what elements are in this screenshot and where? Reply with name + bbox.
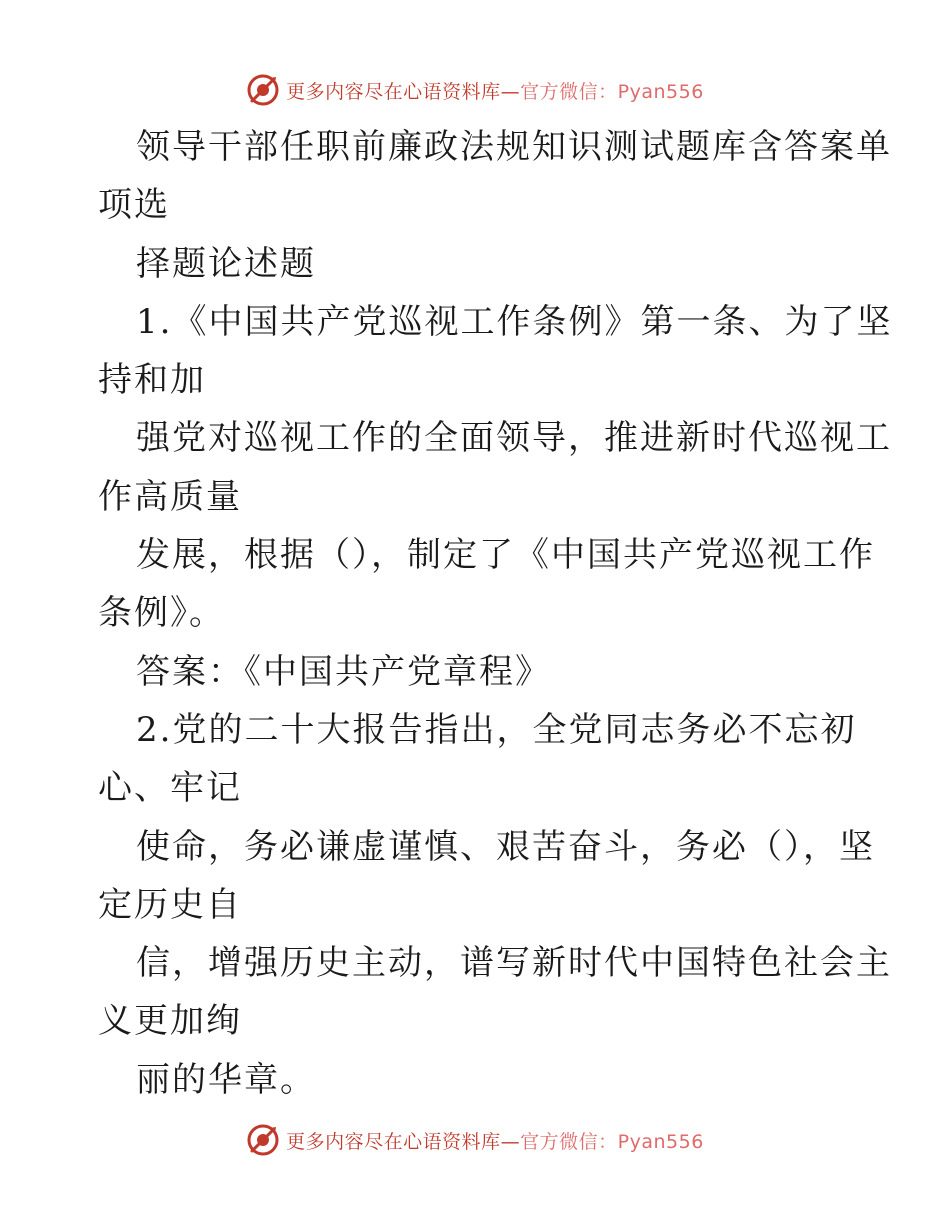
document-body: [98, 118, 893, 1109]
text-line: 发展，根据（），制定了《中国共产党巡视工作: [136, 535, 875, 576]
text-line: 义更加绚: [98, 1001, 242, 1042]
banner-wechat: 官方微信：Pyan556: [520, 80, 704, 103]
banner-text: [286, 77, 704, 104]
text-line: 使命，务必谦虚谨慎、艰苦奋斗，务必（），坚: [136, 826, 875, 867]
text-line: 持和加: [98, 360, 206, 401]
banner-wechat: 官方微信：Pyan556: [520, 1130, 704, 1153]
text-line: 2.党的二十大报告指出，全党同志务必不忘初: [136, 709, 857, 750]
text-line: 1.《中国共产党巡视工作条例》第一条、为了坚: [136, 301, 893, 342]
text-line: 信，增强历史主动，谱写新时代中国特色社会主: [136, 943, 892, 984]
brand-logo-icon: [246, 73, 280, 107]
header-banner: [0, 70, 950, 110]
banner-left-text: 更多内容尽在心语资料库: [286, 1130, 501, 1153]
banner-text: [286, 1127, 704, 1154]
answer-line: 答案：《中国共产党章程》: [136, 651, 551, 692]
footer-banner: [0, 1120, 950, 1160]
text-line: 强党对巡视工作的全面领导，推进新时代巡视工: [136, 418, 892, 459]
text-line: 作高质量: [98, 476, 242, 517]
banner-left-text: 更多内容尽在心语资料库: [286, 80, 501, 103]
text-line: 心、牢记: [98, 768, 242, 809]
text-line: 丽的华章。: [136, 1059, 316, 1100]
text-line: 定历史自: [98, 884, 242, 925]
text-line: 领导干部任职前廉政法规知识测试题库含答案单: [136, 127, 892, 167]
text-line: 条例》。: [98, 593, 225, 634]
text-line: 项选: [98, 185, 170, 226]
banner-dash: —: [500, 80, 521, 103]
brand-logo-icon: [246, 1123, 280, 1157]
text-line: 择题论述题: [136, 243, 316, 284]
banner-dash: —: [500, 1130, 521, 1153]
